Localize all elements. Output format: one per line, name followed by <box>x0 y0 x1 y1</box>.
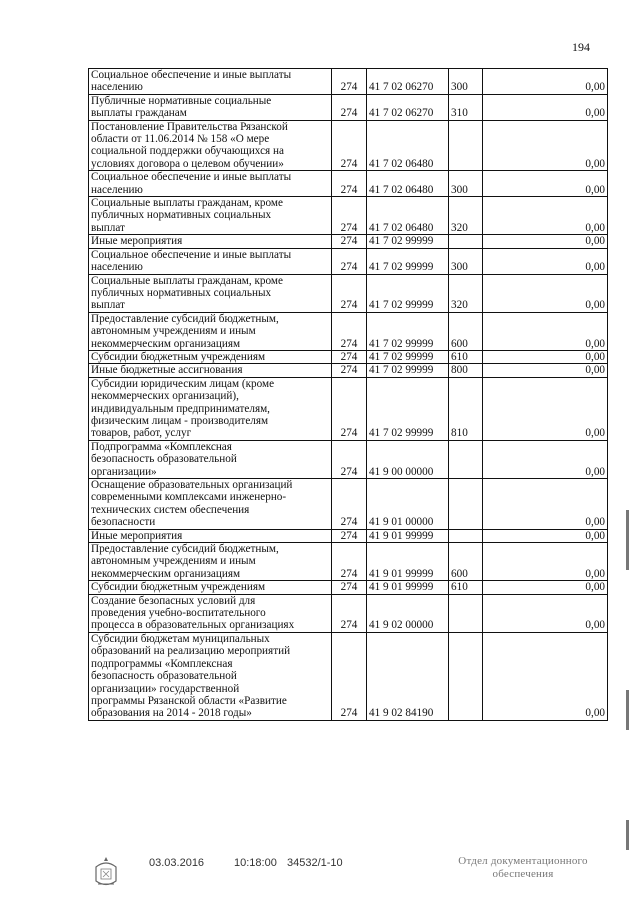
cell-department-code: 274 <box>332 364 367 377</box>
cell-expense-type: 610 <box>449 581 483 594</box>
cell-department-code: 274 <box>332 529 367 542</box>
cell-name: Социальное обеспечение и иные выплаты населению <box>89 248 332 274</box>
cell-target-article: 41 9 01 99999 <box>367 581 449 594</box>
cell-expense-type: 310 <box>449 94 483 120</box>
page-footer <box>0 855 640 895</box>
cell-name: Социальные выплаты гражданам, кроме публичных нормативных социальных выплат <box>89 197 332 235</box>
cell-target-article: 41 7 02 99999 <box>367 312 449 350</box>
cell-name: Социальные выплаты гражданам, кроме публичных нормативных социальных выплат <box>89 274 332 312</box>
cell-target-article: 41 9 01 00000 <box>367 479 449 530</box>
cell-amount: 0,00 <box>483 479 608 530</box>
cell-amount: 0,00 <box>483 248 608 274</box>
cell-amount: 0,00 <box>483 69 608 95</box>
cell-department-code: 274 <box>332 594 367 632</box>
cell-name: Предоставление субсидий бюджетным, автономным учреждениям и иным некоммерческим организациям <box>89 312 332 350</box>
page-number: 194 <box>572 40 590 54</box>
cell-amount: 0,00 <box>483 171 608 197</box>
cell-name: Субсидии бюджетным учреждениям <box>89 350 332 363</box>
cell-amount: 0,00 <box>483 197 608 235</box>
cell-amount: 0,00 <box>483 440 608 478</box>
cell-target-article: 41 9 01 99999 <box>367 543 449 581</box>
cell-department-code: 274 <box>332 632 367 720</box>
table-row <box>89 120 608 171</box>
cell-department-code: 274 <box>332 171 367 197</box>
cell-expense-type <box>449 235 483 248</box>
cell-amount: 0,00 <box>483 529 608 542</box>
cell-amount: 0,00 <box>483 581 608 594</box>
cell-name: Иные бюджетные ассигнования <box>89 364 332 377</box>
cell-expense-type: 810 <box>449 377 483 440</box>
table-row <box>89 479 608 530</box>
table-row <box>89 377 608 440</box>
cell-target-article: 41 7 02 06480 <box>367 197 449 235</box>
table-row <box>89 581 608 594</box>
scan-edge-mark <box>626 690 629 730</box>
cell-expense-type <box>449 594 483 632</box>
cell-department-code: 274 <box>332 120 367 171</box>
table-row <box>89 197 608 235</box>
cell-amount: 0,00 <box>483 632 608 720</box>
cell-target-article: 41 9 01 99999 <box>367 529 449 542</box>
cell-expense-type: 600 <box>449 543 483 581</box>
cell-amount: 0,00 <box>483 543 608 581</box>
cell-name: Постановление Правительства Рязанской области от 11.06.2014 № 158 «О мере социальной поддержки обучающихся на условиях договора о целевом обучении» <box>89 120 332 171</box>
cell-target-article: 41 9 02 00000 <box>367 594 449 632</box>
department-stamp <box>448 855 598 881</box>
table-row <box>89 248 608 274</box>
cell-target-article: 41 7 02 06270 <box>367 94 449 120</box>
scan-edge-mark <box>626 820 629 850</box>
cell-expense-type: 300 <box>449 69 483 95</box>
table-row <box>89 69 608 95</box>
table-row <box>89 543 608 581</box>
cell-name: Предоставление субсидий бюджетным, автономным учреждениям и иным некоммерческим организациям <box>89 543 332 581</box>
stamp-line-1: Отдел документационного <box>458 855 588 867</box>
cell-amount: 0,00 <box>483 350 608 363</box>
cell-target-article: 41 9 00 00000 <box>367 440 449 478</box>
cell-target-article: 41 7 02 99999 <box>367 350 449 363</box>
cell-department-code: 274 <box>332 440 367 478</box>
cell-department-code: 274 <box>332 377 367 440</box>
cell-expense-type: 610 <box>449 350 483 363</box>
cell-target-article: 41 7 02 06480 <box>367 120 449 171</box>
cell-target-article: 41 7 02 99999 <box>367 274 449 312</box>
budget-table <box>88 68 608 721</box>
stamp-line-2: обеспечения <box>492 868 554 880</box>
table-row <box>89 94 608 120</box>
cell-expense-type: 320 <box>449 197 483 235</box>
footer-time: 10:18:00 <box>234 857 277 869</box>
cell-amount: 0,00 <box>483 312 608 350</box>
regional-emblem-icon <box>92 855 120 889</box>
table-row <box>89 312 608 350</box>
table-row <box>89 235 608 248</box>
cell-amount: 0,00 <box>483 364 608 377</box>
cell-expense-type <box>449 632 483 720</box>
cell-department-code: 274 <box>332 274 367 312</box>
cell-department-code: 274 <box>332 312 367 350</box>
cell-target-article: 41 7 02 99999 <box>367 248 449 274</box>
budget-table-body <box>89 69 608 721</box>
cell-amount: 0,00 <box>483 120 608 171</box>
cell-amount: 0,00 <box>483 94 608 120</box>
table-row <box>89 364 608 377</box>
cell-expense-type: 300 <box>449 171 483 197</box>
table-row <box>89 440 608 478</box>
cell-expense-type: 300 <box>449 248 483 274</box>
cell-name: Создание безопасных условий для проведения учебно-воспитательного процесса в образовательных организациях <box>89 594 332 632</box>
footer-date: 03.03.2016 <box>149 857 205 869</box>
cell-target-article: 41 7 02 06480 <box>367 171 449 197</box>
table-row <box>89 350 608 363</box>
cell-department-code: 274 <box>332 350 367 363</box>
cell-target-article: 41 9 02 84190 <box>367 632 449 720</box>
cell-name: Иные мероприятия <box>89 235 332 248</box>
cell-expense-type <box>449 120 483 171</box>
cell-amount: 0,00 <box>483 235 608 248</box>
cell-name: Социальное обеспечение и иные выплаты населению <box>89 69 332 95</box>
cell-name: Оснащение образовательных организаций современными комплексами инженерно- технических систем обеспечения безопасности <box>89 479 332 530</box>
cell-name: Публичные нормативные социальные выплаты гражданам <box>89 94 332 120</box>
footer-document-code: 34532/1-10 <box>287 857 343 869</box>
cell-department-code: 274 <box>332 479 367 530</box>
cell-expense-type: 600 <box>449 312 483 350</box>
cell-expense-type: 320 <box>449 274 483 312</box>
cell-name: Подпрограмма «Комплексная безопасность образовательной организации» <box>89 440 332 478</box>
cell-department-code: 274 <box>332 235 367 248</box>
cell-department-code: 274 <box>332 69 367 95</box>
table-row <box>89 632 608 720</box>
cell-name: Субсидии бюджетам муниципальных образований на реализацию мероприятий подпрограммы «Комплексная безопасность образовательной организации» государственной программы Рязанской области «Развитие образования на 2014 - 2018 годы» <box>89 632 332 720</box>
cell-department-code: 274 <box>332 581 367 594</box>
table-row <box>89 274 608 312</box>
cell-department-code: 274 <box>332 543 367 581</box>
scan-edge-mark <box>626 510 629 570</box>
cell-target-article: 41 7 02 06270 <box>367 69 449 95</box>
cell-expense-type: 800 <box>449 364 483 377</box>
cell-expense-type <box>449 529 483 542</box>
cell-amount: 0,00 <box>483 274 608 312</box>
table-row <box>89 529 608 542</box>
cell-name: Социальное обеспечение и иные выплаты населению <box>89 171 332 197</box>
table-row <box>89 171 608 197</box>
cell-name: Иные мероприятия <box>89 529 332 542</box>
cell-department-code: 274 <box>332 197 367 235</box>
cell-expense-type <box>449 440 483 478</box>
cell-name: Субсидии юридическим лицам (кроме некоммерческих организаций), индивидуальным предпринимателям, физическим лицам - производителям товаров, работ, услуг <box>89 377 332 440</box>
cell-amount: 0,00 <box>483 377 608 440</box>
cell-target-article: 41 7 02 99999 <box>367 364 449 377</box>
cell-department-code: 274 <box>332 94 367 120</box>
cell-expense-type <box>449 479 483 530</box>
table-row <box>89 594 608 632</box>
cell-target-article: 41 7 02 99999 <box>367 377 449 440</box>
cell-department-code: 274 <box>332 248 367 274</box>
cell-amount: 0,00 <box>483 594 608 632</box>
cell-target-article: 41 7 02 99999 <box>367 235 449 248</box>
cell-name: Субсидии бюджетным учреждениям <box>89 581 332 594</box>
